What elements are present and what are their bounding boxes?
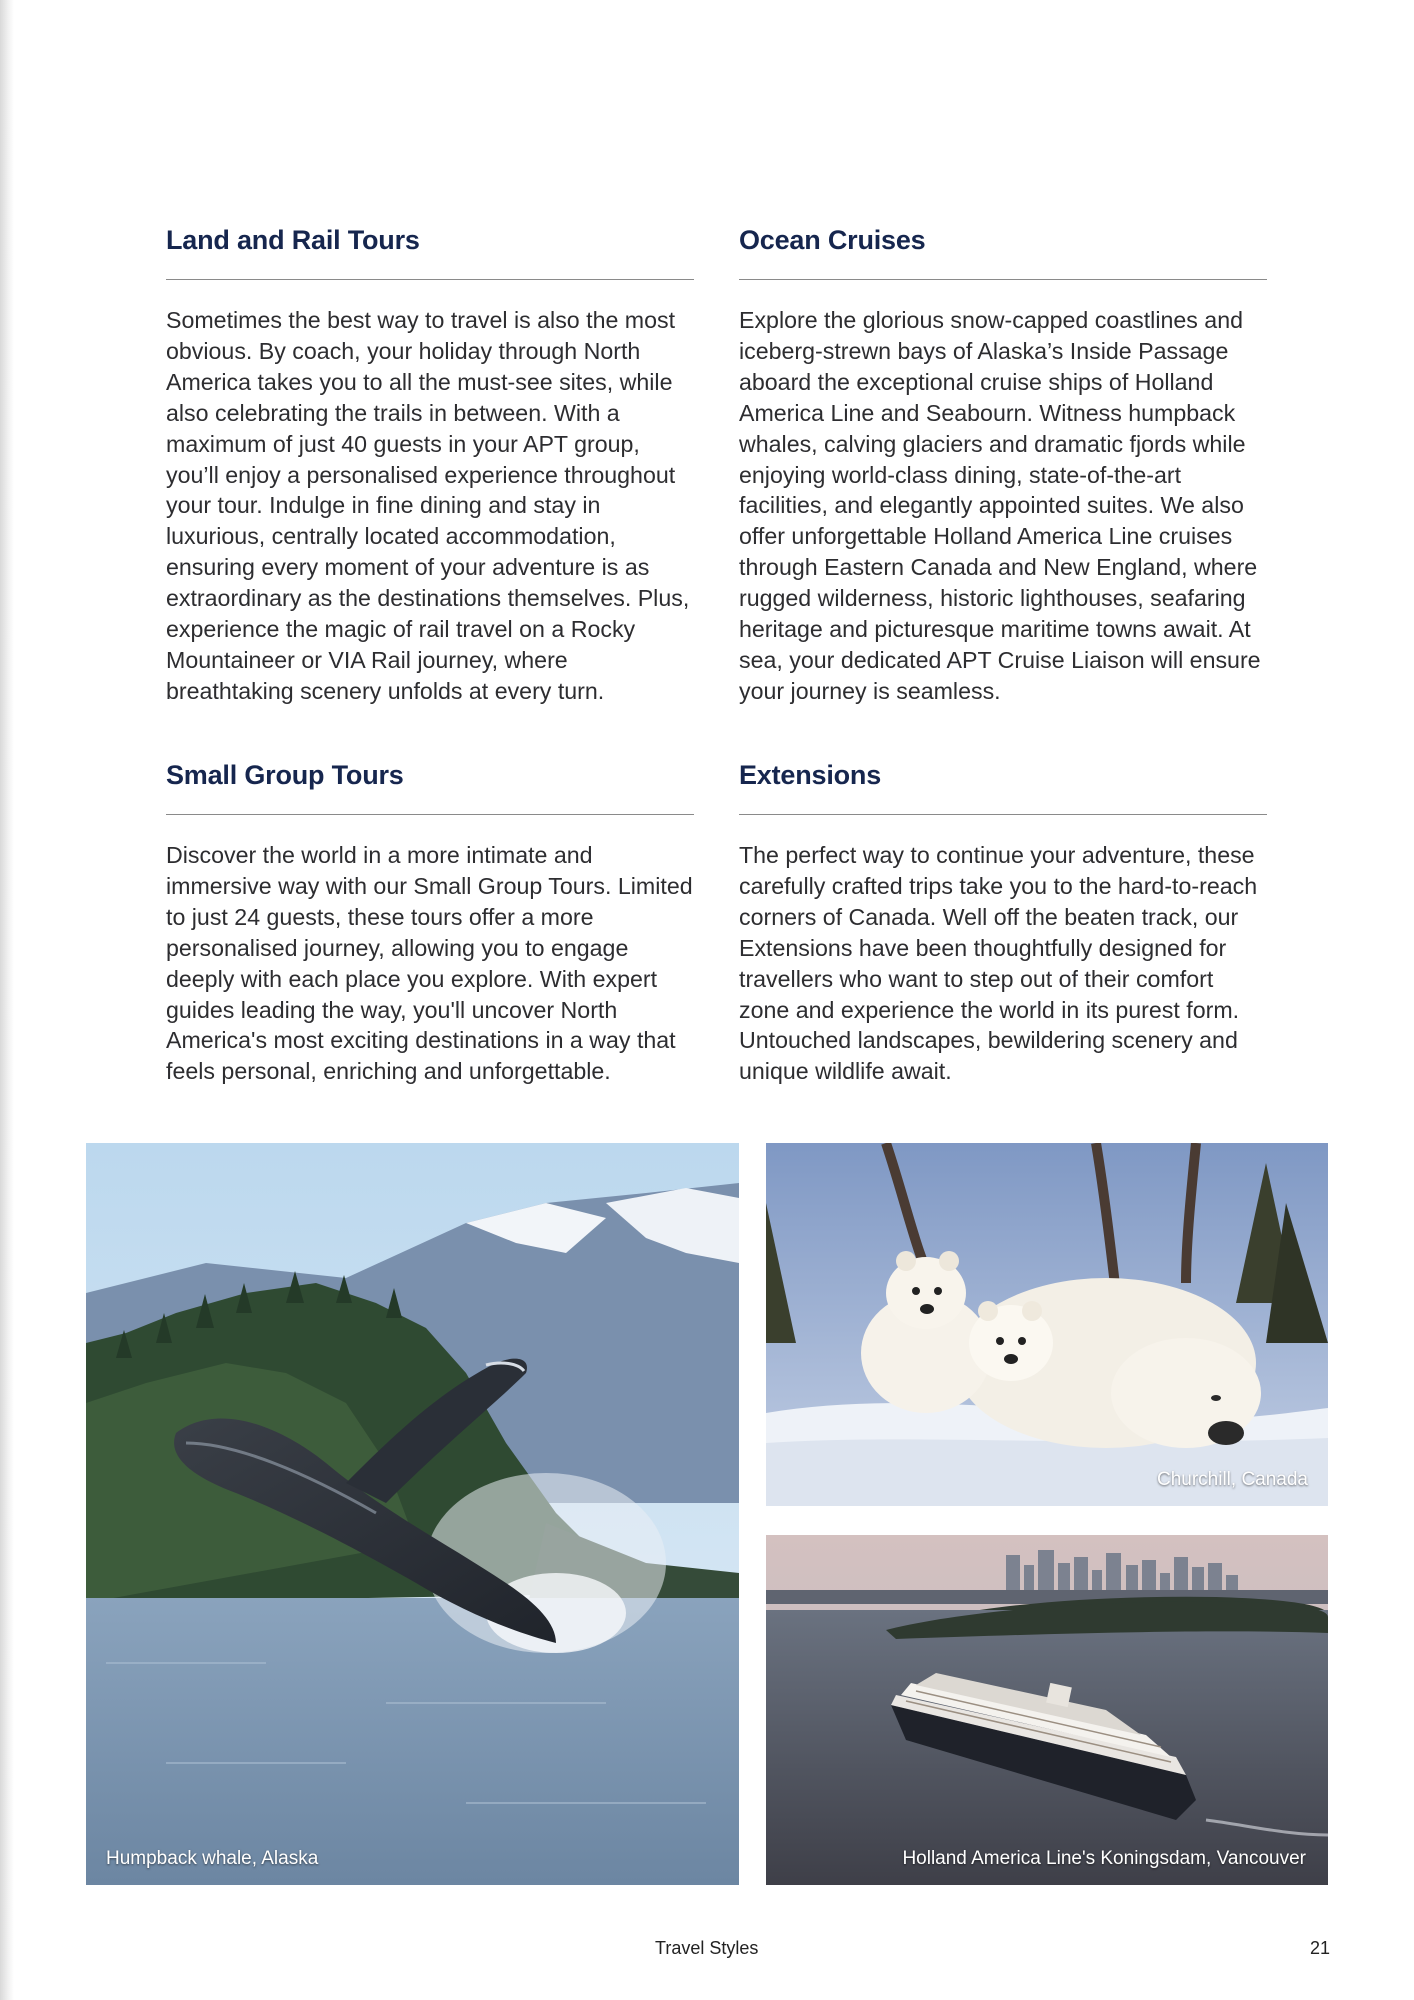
page-spine-shadow [0,0,14,2000]
bears-caption: Churchill, Canada [1156,1469,1308,1490]
section-divider [166,279,694,280]
section-ocean-cruises [739,223,1267,707]
section-title: Small Group Tours [166,760,404,790]
section-divider [739,279,1267,280]
section-divider [166,814,694,815]
whale-photo [86,1143,739,1885]
section-title: Ocean Cruises [739,225,926,255]
section-body: Discover the world in a more intimate and immersive way with our Small Group Tours. Limited to just 24 guests, these tours offer a more personalised journey, allowing you to engage deeply with each place you explore. With expert guides leading the way, you'll uncover North America's most exciting destinations in a way that feels personal, enriching and unforgettable. [166,842,693,1085]
section-body: Explore the glorious snow-capped coastlines and iceberg-strewn bays of Alaska’s Inside Passage aboard the exceptional cruise ships of Holland America Line and Seabourn. Witness humpback whales, calving glaciers and dramatic fjords while enjoying world-class dining, state-of-the-art facilities, and elegantly appointed suites. We also offer unforgettable Holland America Line cruises through Eastern Canada and New England, where rugged wilderness, historic lighthouses, seafaring heritage and picturesque maritime towns await. At sea, your dedicated APT Cruise Liaison will ensure your journey is seamless. [739,307,1261,704]
section-title: Land and Rail Tours [166,225,420,255]
section-body: The perfect way to continue your adventure, these carefully crafted trips take you to the hard-to-reach corners of Canada. Well off the beaten track, our Extensions have been thoughtfully designed for travellers who want to step out of their comfort zone and experience the world in its purest form. Untouched landscapes, bewildering scenery and unique wildlife await. [739,842,1258,1085]
page-number: 21 [1310,1938,1331,1958]
whale-caption: Humpback whale, Alaska [106,1848,319,1869]
section-small-group-tours [166,758,694,1087]
ship-caption: Holland America Line's Koningsdam, Vancouver [902,1848,1306,1869]
section-body: Sometimes the best way to travel is also the most obvious. By coach, your holiday through North America takes you to all the must-see sites, while also celebrating the trails in between. With a maximum of just 40 guests in your APT group, you’ll enjoy a personalised experience throughout your tour. Indulge in fine dining and stay in luxurious, centrally located accommodation, ensuring every moment of your adventure is as extraordinary as the destinations themselves. Plus, experience the magic of rail travel on a Rocky Mountaineer or VIA Rail journey, where breathtaking scenery unfolds at every turn. [166,307,690,704]
footer-section-name: Travel Styles [655,1938,759,1958]
section-extensions [739,758,1267,1087]
polar-bears-photo [766,1143,1328,1506]
cruise-ship-photo [766,1535,1328,1885]
section-title: Extensions [739,760,882,790]
section-land-rail-tours [166,223,694,707]
section-divider [739,814,1267,815]
